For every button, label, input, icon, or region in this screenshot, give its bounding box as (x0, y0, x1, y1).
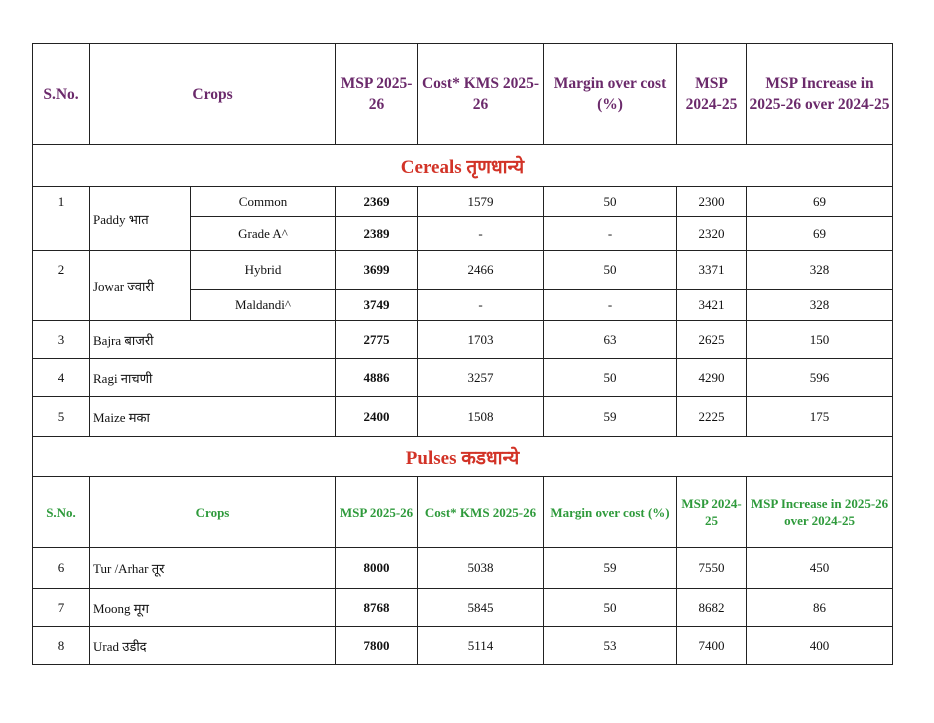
increase-cell: 328 (747, 290, 893, 321)
sno-cell: 2 (33, 251, 90, 290)
crop-name-moong: Moong मूग (90, 589, 336, 627)
header-increase: MSP Increase in 2025-26 over 2024-25 (747, 44, 893, 145)
increase-cell: 150 (747, 321, 893, 359)
variety-cell: Hybrid (191, 251, 336, 290)
pulses-header-margin: Margin over cost (%) (544, 477, 677, 548)
table-row (33, 321, 893, 359)
sno-cell: 8 (33, 627, 90, 665)
msp-cell: 3749 (336, 290, 418, 321)
margin-cell: - (544, 290, 677, 321)
header-msp-2025: MSP 2025-26 (336, 44, 418, 145)
cost-cell: - (418, 290, 544, 321)
msp-cell: 7800 (336, 627, 418, 665)
sno-cell: 3 (33, 321, 90, 359)
sno-cell-empty (33, 290, 90, 321)
table-row (33, 548, 893, 589)
cereals-title: Cereals तृणधान्ये (33, 145, 893, 187)
increase-cell: 69 (747, 187, 893, 217)
crop-name-maize: Maize मका (90, 397, 336, 437)
pulses-header-increase: MSP Increase in 2025-26 over 2024-25 (747, 477, 893, 548)
msp-cell: 3699 (336, 251, 418, 290)
cost-cell: 1579 (418, 187, 544, 217)
msp-cell: 2389 (336, 217, 418, 251)
sno-cell: 4 (33, 359, 90, 397)
margin-cell: 63 (544, 321, 677, 359)
crop-name-jowar: Jowar ज्वारी (90, 251, 191, 321)
table-row (33, 187, 893, 217)
msp-prev-cell: 7400 (677, 627, 747, 665)
msp-prev-cell: 2225 (677, 397, 747, 437)
pulses-header-sno: S.No. (33, 477, 90, 548)
sno-cell-empty (33, 217, 90, 251)
cereals-section-row (33, 145, 893, 187)
msp-cell: 8000 (336, 548, 418, 589)
pulses-header-crops: Crops (90, 477, 336, 548)
table-row (33, 251, 893, 290)
header-margin: Margin over cost (%) (544, 44, 677, 145)
increase-cell: 175 (747, 397, 893, 437)
table-row (33, 397, 893, 437)
msp-prev-cell: 4290 (677, 359, 747, 397)
table-row (33, 589, 893, 627)
msp-prev-cell: 8682 (677, 589, 747, 627)
msp-cell: 8768 (336, 589, 418, 627)
table-row (33, 627, 893, 665)
margin-cell: 50 (544, 187, 677, 217)
msp-prev-cell: 7550 (677, 548, 747, 589)
pulses-header-msp-2025: MSP 2025-26 (336, 477, 418, 548)
msp-prev-cell: 2320 (677, 217, 747, 251)
increase-cell: 328 (747, 251, 893, 290)
cost-cell: 5845 (418, 589, 544, 627)
sno-cell: 6 (33, 548, 90, 589)
sno-cell: 7 (33, 589, 90, 627)
table-row (33, 359, 893, 397)
margin-cell: 50 (544, 589, 677, 627)
sno-cell: 1 (33, 187, 90, 217)
margin-cell: 59 (544, 548, 677, 589)
cost-cell: 5114 (418, 627, 544, 665)
variety-cell: Common (191, 187, 336, 217)
crop-name-bajra: Bajra बाजरी (90, 321, 336, 359)
header-cost-kms: Cost* KMS 2025-26 (418, 44, 544, 145)
msp-prev-cell: 3371 (677, 251, 747, 290)
increase-cell: 400 (747, 627, 893, 665)
msp-cell: 2369 (336, 187, 418, 217)
sno-cell: 5 (33, 397, 90, 437)
msp-prev-cell: 2300 (677, 187, 747, 217)
margin-cell: 50 (544, 359, 677, 397)
header-msp-2024: MSP 2024-25 (677, 44, 747, 145)
increase-cell: 69 (747, 217, 893, 251)
pulses-header-cost-kms: Cost* KMS 2025-26 (418, 477, 544, 548)
margin-cell: 53 (544, 627, 677, 665)
cost-cell: 3257 (418, 359, 544, 397)
cost-cell: - (418, 217, 544, 251)
pulses-title: Pulses कडधान्ये (33, 437, 893, 477)
variety-cell: Grade A^ (191, 217, 336, 251)
header-row (33, 44, 893, 145)
cost-cell: 1508 (418, 397, 544, 437)
pulses-header-msp-2024: MSP 2024-25 (677, 477, 747, 548)
crop-name-tur: Tur /Arhar तूर (90, 548, 336, 589)
msp-prev-cell: 3421 (677, 290, 747, 321)
pulses-header-row (33, 477, 893, 548)
increase-cell: 450 (747, 548, 893, 589)
crop-name-ragi: Ragi नाचणी (90, 359, 336, 397)
crop-name-paddy: Paddy भात (90, 187, 191, 251)
variety-cell: Maldandi^ (191, 290, 336, 321)
msp-table (32, 43, 893, 665)
margin-cell: - (544, 217, 677, 251)
margin-cell: 50 (544, 251, 677, 290)
cost-cell: 5038 (418, 548, 544, 589)
header-sno: S.No. (33, 44, 90, 145)
cost-cell: 1703 (418, 321, 544, 359)
pulses-section-row (33, 437, 893, 477)
crop-name-urad: Urad उडीद (90, 627, 336, 665)
header-crops: Crops (90, 44, 336, 145)
msp-prev-cell: 2625 (677, 321, 747, 359)
margin-cell: 59 (544, 397, 677, 437)
increase-cell: 596 (747, 359, 893, 397)
cost-cell: 2466 (418, 251, 544, 290)
msp-cell: 2775 (336, 321, 418, 359)
msp-cell: 2400 (336, 397, 418, 437)
msp-cell: 4886 (336, 359, 418, 397)
increase-cell: 86 (747, 589, 893, 627)
